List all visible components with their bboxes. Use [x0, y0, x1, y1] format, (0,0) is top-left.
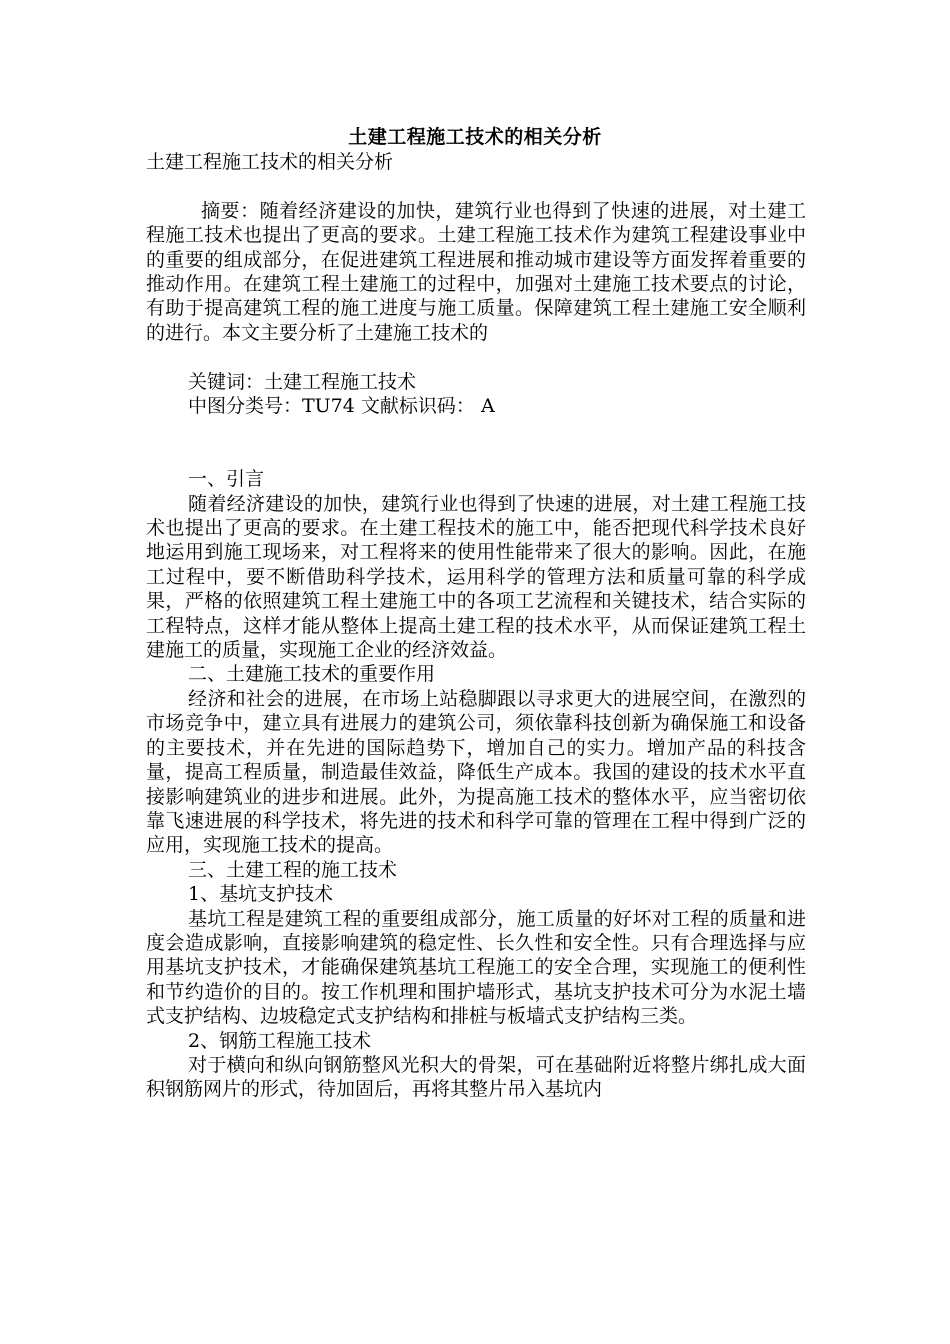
section-heading-introduction: 一、引言	[188, 468, 265, 491]
subsection-heading-foundation-pit: 1、基坑支护技术	[188, 883, 334, 906]
spacer	[146, 345, 806, 369]
document-body	[146, 150, 806, 1102]
document-title: 土建工程施工技术的相关分析	[348, 126, 602, 148]
document-subtitle: 土建工程施工技术的相关分析	[146, 151, 394, 173]
spacer	[146, 418, 806, 467]
subsection-paragraph-rebar: 对于横向和纵向钢筋整风光积大的骨架，可在基础附近将整片绑扎成大面积钢筋网片的形式，待加固后，再将其整片吊入基坑内	[146, 1053, 806, 1101]
section-heading-importance: 二、土建施工技术的重要作用	[188, 663, 436, 686]
abstract-paragraph: 摘要：随着经济建设的加快，建筑行业也得到了快速的进展，对土建工程施工技术也提出了更高的要求。土建工程施工技术作为建筑工程建设事业中的重要的组成部分，在促进建筑工程进展和推动城市建设等方面发挥着重要的推动作用。在建筑工程土建施工的过程中，加强对土建施工技术要点的讨论，有助于提高建筑工程的施工进度与施工质量。保障建筑工程土建施工安全顺利的进行。本文主要分析了土建施工技术的	[146, 199, 806, 344]
section-heading-techniques: 三、土建工程的施工技术	[188, 858, 398, 881]
subsection-paragraph-foundation-pit: 基坑工程是建筑工程的重要组成部分，施工质量的好坏对工程的质量和进度会造成影响，直接影响建筑的稳定性、长久性和安全性。只有合理选择与应用基坑支护技术，才能确保建筑基坑工程施工的安全合理，实现施工的便利性和节约造价的目的。按工作机理和围护墙形式，基坑支护技术可分为水泥土墙式支护结构、边坡稳定式支护结构和排桩与板墙式支护结构三类。	[146, 907, 806, 1028]
keywords-line: 关键词：土建工程施工技术	[188, 370, 417, 393]
subsection-heading-rebar: 2、钢筋工程施工技术	[188, 1029, 372, 1052]
classification-line: 中图分类号：TU74 文献标识码： A	[188, 395, 495, 418]
spacer	[146, 174, 806, 198]
section-paragraph-importance: 经济和社会的进展，在市场上站稳脚跟以寻求更大的进展空间，在激烈的市场竞争中，建立具有进展力的建筑公司，须依靠科技创新为确保施工和设备的主要技术，并在先进的国际趋势下，增加自己的实力。增加产品的科技含量，提高工程质量，制造最佳效益，降低生产成本。我国的建设的技术水平直接影响建筑业的进步和进展。此外，为提高施工技术的整体水平，应当密切依靠飞速进展的科学技术，将先进的技术和科学可靠的管理在工程中得到广泛的应用，实现施工技术的提高。	[146, 687, 806, 857]
section-paragraph-introduction: 随着经济建设的加快，建筑行业也得到了快速的进展，对土建工程施工技术也提出了更高的要求。在土建工程技术的施工中，能否把现代科学技术良好地运用到施工现场来，对工程将来的使用性能带来了很大的影响。因此，在施工过程中，要不断借助科学技术，运用科学的管理方法和质量可靠的科学成果，严格的依照建筑工程土建施工中的各项工艺流程和关键技术，结合实际的工程特点，这样才能从整体上提高土建工程的技术水平，从而保证建筑工程土建施工的质量，实现施工企业的经济效益。	[146, 492, 806, 662]
